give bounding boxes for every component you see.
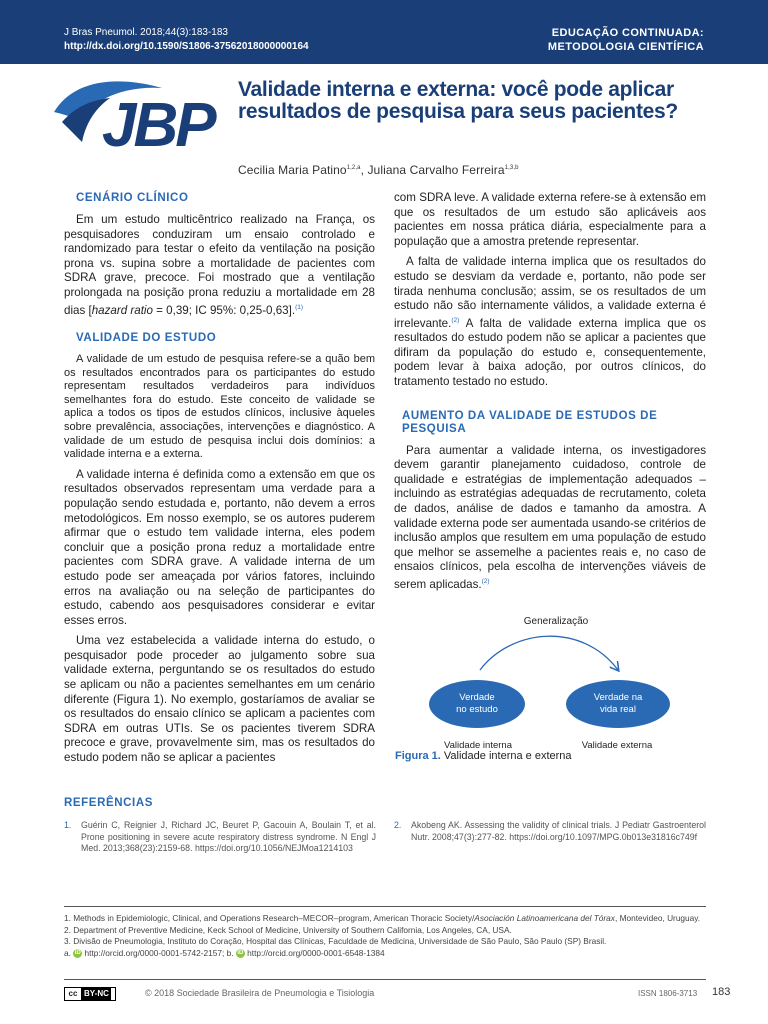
paragraph: A validade interna é definida como a extensão em que os resultados observados representam uma verdade para a população sendo estudada e, portanto, não devem a erros metodológicos. Em nosso exemplo, se os autores puderem afirmar que o estudo tem validade interna, eles podem concluir que a posição prona reduz a mortalidade entre pacientes com SDRA grave. A validade interna de um estudo pode ser ameaçada por vários fatores, incluindo erros na avaliação ou na seleção de participantes do estudo, cabendo aos pesquisadores considerar e evitar esses erros. [64,467,375,627]
text: A falta de validade externa implica que os resultados do estudo podem não se aplicar a pacientes que difiram da população do estudo e, consequentemente, podem levar à baixa adoção, por outros clínicos, do tratamento testado no estudo. [394,316,706,388]
text: , Montevideo, Uruguay. [614,913,701,923]
issn-text: ISSN 1806-3713 [638,989,698,998]
orcid-icon: iD [237,949,244,956]
orcid-label: a. [64,947,71,958]
affiliation-2: 2. Department of Preventive Medicine, Keck School of Medicine, University of Southern California, Los Angeles, CA, USA. [64,924,512,935]
logo-text: JBP [102,91,214,160]
citation-link[interactable]: (2) [451,316,460,324]
affiliations [64,913,714,959]
journal-header-bar [0,0,768,64]
affiliations-divider [64,906,706,907]
section-heading: CENÁRIO CLÍNICO [76,192,189,204]
jbp-logo [52,72,227,162]
author-affiliation-marker: 1,3,b [504,165,519,171]
copyright-text: © 2018 Sociedade Brasileira de Pneumologia e Tisiologia [145,988,375,998]
reference-item [394,820,706,843]
reference-item [64,820,376,855]
affiliation-3: 3. Divisão de Pneumologia, Instituto do Coração, Hospital das Clínicas, Faculdade de Medicina, Universidade de São Paulo, São Paulo (SP) Brasil. [64,936,607,946]
citation-link[interactable]: (1) [295,303,304,311]
figure-caption-text: Validade interna e externa [443,750,572,762]
citation-link[interactable]: (2) [481,577,490,585]
italic-term: hazard ratio [91,303,153,317]
section-label-line1: EDUCAÇÃO CONTINUADA: [551,27,704,39]
article-title: Validade interna e externa: você pode aplicar resultados de pesquisa para seus pacientes? [238,78,678,123]
journal-citation: J Bras Pneumol. 2018;44(3):183-183 [64,27,228,38]
cc-license-type: BY-NC [84,989,109,998]
affiliation-1 [64,913,714,925]
author-list [238,163,519,177]
section-label-line2: METODOLOGIA CIENTÍFICA [547,41,704,53]
reference-number: 1. [64,820,72,830]
author-separator: , [360,163,365,177]
body-column-left [64,192,375,772]
text: Para aumentar a validade interna, os investigadores devem garantir planejamento cuidadoso, controle de qualidade e estratégias de implementação adequados – incluindo as estratégias adequadas de recrutamento, coleta de dados, análise de dados e tamanho da amostra. A validade externa pode ser aumentada usando-se critérios de inclusão amplos que resultem em uma população de estudo que melhor se assemelhe a pacientes reais e, no caso de ensaios clínicos, pela escolha de intervenções viáveis de serem aplicadas. [394,443,706,591]
page-number: 183 [712,986,731,998]
footer-divider [64,979,706,980]
figure-caption [395,750,572,762]
orcid-line [64,948,714,960]
reference-number: 2. [394,820,402,830]
text: 1. Methods in Epidemiologic, Clinical, and Operations Research–MECOR–program, American Thoracic Society/ [64,913,475,923]
orcid-link[interactable]: http://orcid.org/0000-0001-6548-1384 [247,947,385,958]
author-name[interactable]: Cecilia Maria Patino [238,163,347,177]
references-heading: REFERÊNCIAS [64,797,154,809]
paragraph [394,444,706,593]
cc-license-mark: cc [65,988,82,1000]
figure-validity-diagram [392,608,712,768]
author-name[interactable]: Juliana Carvalho Ferreira [367,163,505,177]
node-real-life-truth-line1: Verdade na [593,692,643,703]
node-real-life-truth-line2: vida real [600,704,636,715]
external-validity-label: Validade externa [581,740,653,751]
paragraph: Uma vez estabelecida a validade interna do estudo, o pesquisador pode proceder ao julgamento sobre sua validade externa, perguntando se os resultados do estudo se aplicam ou não a pacientes semelhantes em um cenário diferente (Figura 1). No exemplo, gostaríamos de avaliar se os resultados do ensaio clínico se aplicam a pacientes com SDRA em outras UTIs. Se os pacientes tiverem SDRA precoce e grave, provavelmente sim, mas os resultados do estudo podem não se aplicar a pacientes [64,634,375,765]
internal-validity-label: Validade interna [444,740,512,751]
paragraph [394,255,706,389]
paragraph [64,213,375,318]
doi-link[interactable]: http://dx.doi.org/10.1590/S1806-37562018000000164 [64,41,309,52]
node-study-truth-line2: no estudo [456,704,498,715]
reference-text[interactable]: Akobeng AK. Assessing the validity of clinical trials. J Pediatr Gastroenterol Nutr. 2008;47(3):277-82. https://doi.org/10.1097/MPG.0b013e31816c749f [411,820,706,842]
node-study-truth-line1: Verdade [459,692,495,703]
generalization-label: Generalização [523,616,589,627]
body-column-right [394,191,706,598]
figure-caption-label: Figura 1. [395,750,441,762]
author-affiliation-marker: 1,2,a [346,165,361,171]
text: = 0,39; IC 95%: 0,25-0,63]. [152,303,296,317]
text: Em um estudo multicêntrico realizado na França, os pesquisadores conduziram um ensaio controlado e randomizado para testar o efeito da ventilação na posição prona vs. supina sobre a mortalidade de pacientes com SDRA grave, precoce. Foi mostrado que a ventilação prolongada na posição prona reduziu a mortalidade em 28 dias [ [64,213,375,317]
text: A falta de validade interna implica que os resultados do estudo se desviam da verdade e, portanto, não pode ser tirada nenhuma conclusão; assim, se os resultados de um estudo não são internamente válidos, a validade externa é irrelevante. [394,255,706,330]
generalization-arrow [480,636,618,670]
paragraph: com SDRA leve. A validade externa refere-se à extensão em que os resultados de um estudo são aplicáveis aos pacientes em nossa prática diária, especialmente para a população que a amostra pretende representar. [394,191,706,248]
reference-text[interactable]: Guérin C, Reignier J, Richard JC, Beuret P, Gacouin A, Boulain T, et al. Prone positioning in severe acute respiratory distress syndrome. N Engl J Med. 2013;368(23):2159-68. https://doi.org/10.1056/NEJMoa1214103 [81,820,376,853]
orcid-link[interactable]: http://orcid.org/0000-0001-5742-2157; [84,947,225,958]
orcid-label: b. [226,947,234,958]
cc-license-badge[interactable] [64,987,116,1001]
section-heading: AUMENTO DA VALIDADE DE ESTUDOS DE PESQUISA [402,409,658,435]
paragraph: A validade de um estudo de pesquisa refere-se a quão bem os resultados encontrados para os participantes do estudo representam resultados verdadeiros para indivíduos semelhantes fora do estudo. Este conceito de validade se aplica a todos os tipos de estudos clínicos, inclusive àqueles sobre prevalência, associações, intervenções e diagnóstico. A validade de um estudo de pesquisa inclui dois domínios: a validade interna e a externa. [64,353,375,461]
orcid-icon: iD [74,949,81,956]
section-heading: VALIDADE DO ESTUDO [76,332,217,345]
italic-text: Asociación Latinoamericana del Tórax [474,913,615,923]
